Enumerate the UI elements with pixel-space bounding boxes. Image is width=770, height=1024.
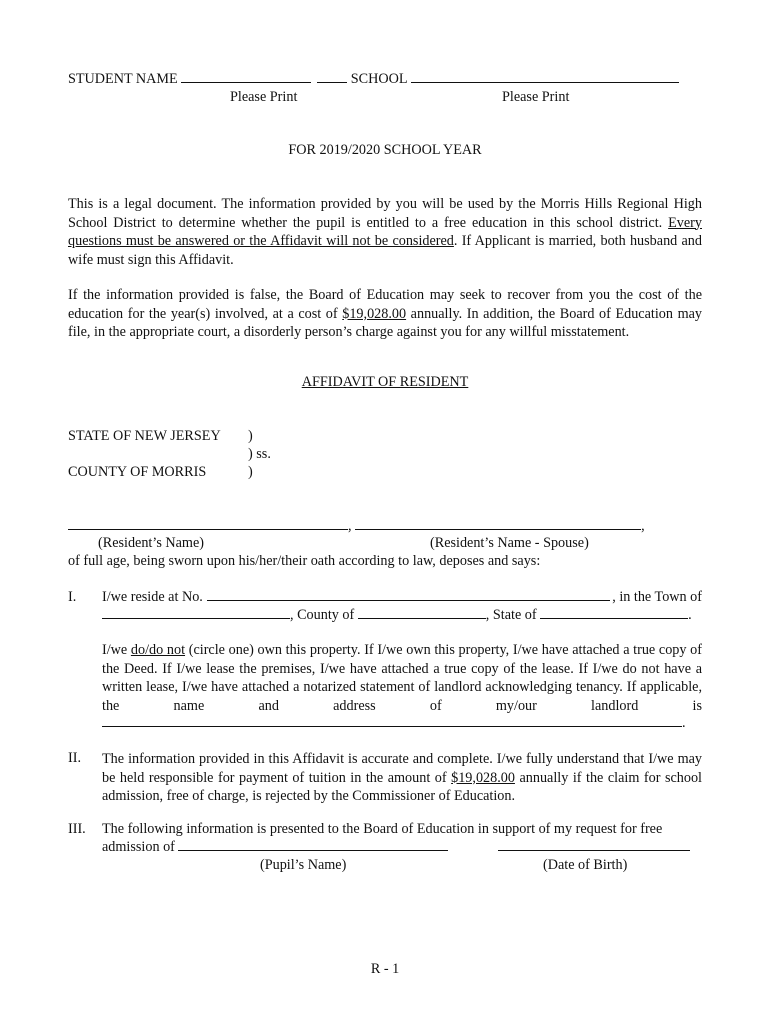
oath-text: of full age, being sworn upon his/her/their oath according to law, deposes and says:	[68, 553, 541, 569]
false-info-paragraph	[68, 286, 702, 342]
county-of-label: , County of	[290, 607, 355, 623]
comma-1: ,	[348, 518, 352, 534]
pupil-name-field[interactable]	[178, 849, 448, 851]
intro-text-2: . If Applicant is married, both husband and wife must sign this Affidavit.	[68, 233, 702, 268]
admission-label: admission of	[102, 839, 175, 855]
section-3-text: The following information is presented to the Board of Education in support of my request for free	[102, 821, 663, 837]
school-year-title: FOR 2019/2020 SCHOOL YEAR	[288, 142, 482, 158]
student-name-field-ext[interactable]	[317, 81, 347, 83]
false-info-text-1: If the information provided is false, the Board of Education may seek to recover from you the cost of the education for the year(s) involved, at a cost of	[68, 287, 702, 322]
county-label: COUNTY OF MORRIS	[68, 464, 207, 480]
venue-paren-3: )	[248, 464, 253, 480]
section-2-cost: $19,028.00	[451, 769, 515, 786]
landlord-period: .	[682, 715, 686, 731]
do-do-not-choice[interactable]: do/do not	[130, 642, 186, 658]
venue-paren-1: )	[248, 428, 253, 444]
student-name-row	[68, 71, 679, 88]
section-2-text-1: The information provided in this Affidavit is accurate and complete. I/we fully understand that I/we may be held responsible for payment of tuition in the amount of	[102, 751, 702, 786]
county-field[interactable]	[358, 617, 486, 619]
resident-names-row	[68, 518, 645, 535]
admission-row	[102, 839, 448, 856]
please-print-1: Please Print	[230, 89, 298, 105]
page-number: R - 1	[370, 961, 400, 977]
student-name-field[interactable]	[181, 81, 311, 83]
resident-spouse-field[interactable]	[355, 528, 641, 530]
own-text-1: I/we	[102, 642, 131, 658]
intro-paragraph	[68, 195, 702, 269]
reside-address-field[interactable]	[207, 599, 610, 601]
school-field[interactable]	[411, 81, 679, 83]
tuition-cost: $19,028.00	[342, 305, 407, 322]
state-of-label: , State of	[485, 607, 537, 623]
state-field[interactable]	[540, 617, 688, 619]
section-3-numeral: III.	[68, 821, 86, 837]
resident-spouse-label: (Resident’s Name - Spouse)	[430, 535, 589, 551]
resident-name-field[interactable]	[68, 528, 348, 530]
landlord-row	[102, 715, 686, 732]
state-label: STATE OF NEW JERSEY	[68, 428, 221, 444]
intro-underlined: Every questions must be answered or the Affidavit will not be considered	[68, 214, 702, 249]
affidavit-title: AFFIDAVIT OF RESIDENT	[301, 374, 469, 390]
reside-row	[102, 589, 702, 606]
period: .	[688, 607, 692, 623]
false-info-text-2: annually. In addition, the Board of Education may file, in the appropriate court, a disorderly person’s charge against you for any willful misstatement.	[68, 305, 703, 340]
town-label: , in the Town of	[612, 589, 702, 605]
intro-text-1: This is a legal document. The information provided by you will be used by the Morris Hills Regional High School District to determine whether the pupil is entitled to a free education in this school district.	[68, 196, 702, 231]
county-state-row	[102, 607, 692, 624]
town-field[interactable]	[102, 617, 290, 619]
comma-2: ,	[641, 518, 645, 534]
section-1-numeral: I.	[68, 589, 77, 605]
please-print-2: Please Print	[502, 89, 570, 105]
ownership-paragraph	[102, 641, 702, 715]
dob-label: (Date of Birth)	[543, 857, 628, 873]
school-label: SCHOOL	[350, 71, 408, 87]
pupil-name-label: (Pupil’s Name)	[260, 857, 347, 873]
reside-label: I/we reside at No.	[102, 589, 203, 605]
dob-row	[498, 839, 690, 856]
section-2-numeral: II.	[68, 750, 81, 766]
student-name-label: STUDENT NAME	[68, 71, 178, 87]
resident-name-label: (Resident’s Name)	[98, 535, 204, 551]
dob-field[interactable]	[498, 849, 690, 851]
venue-ss: ) ss.	[248, 446, 271, 462]
section-2-text-2: annually if the claim for school admission, free of charge, is rejected by the Commissioner of Education.	[102, 769, 702, 804]
own-text-2: (circle one) own this property. If I/we own this property, I/we have attached a true copy of the Deed. If I/we lease the premises, I/we have attached a true copy of the lease. If I/we do not have a written lease, I/we have attached a notarized statement of landlord acknowledging tenancy. If applicable, the name and address of my/our landlord is	[102, 642, 702, 714]
section-2-paragraph	[102, 750, 702, 806]
landlord-field[interactable]	[102, 725, 682, 727]
